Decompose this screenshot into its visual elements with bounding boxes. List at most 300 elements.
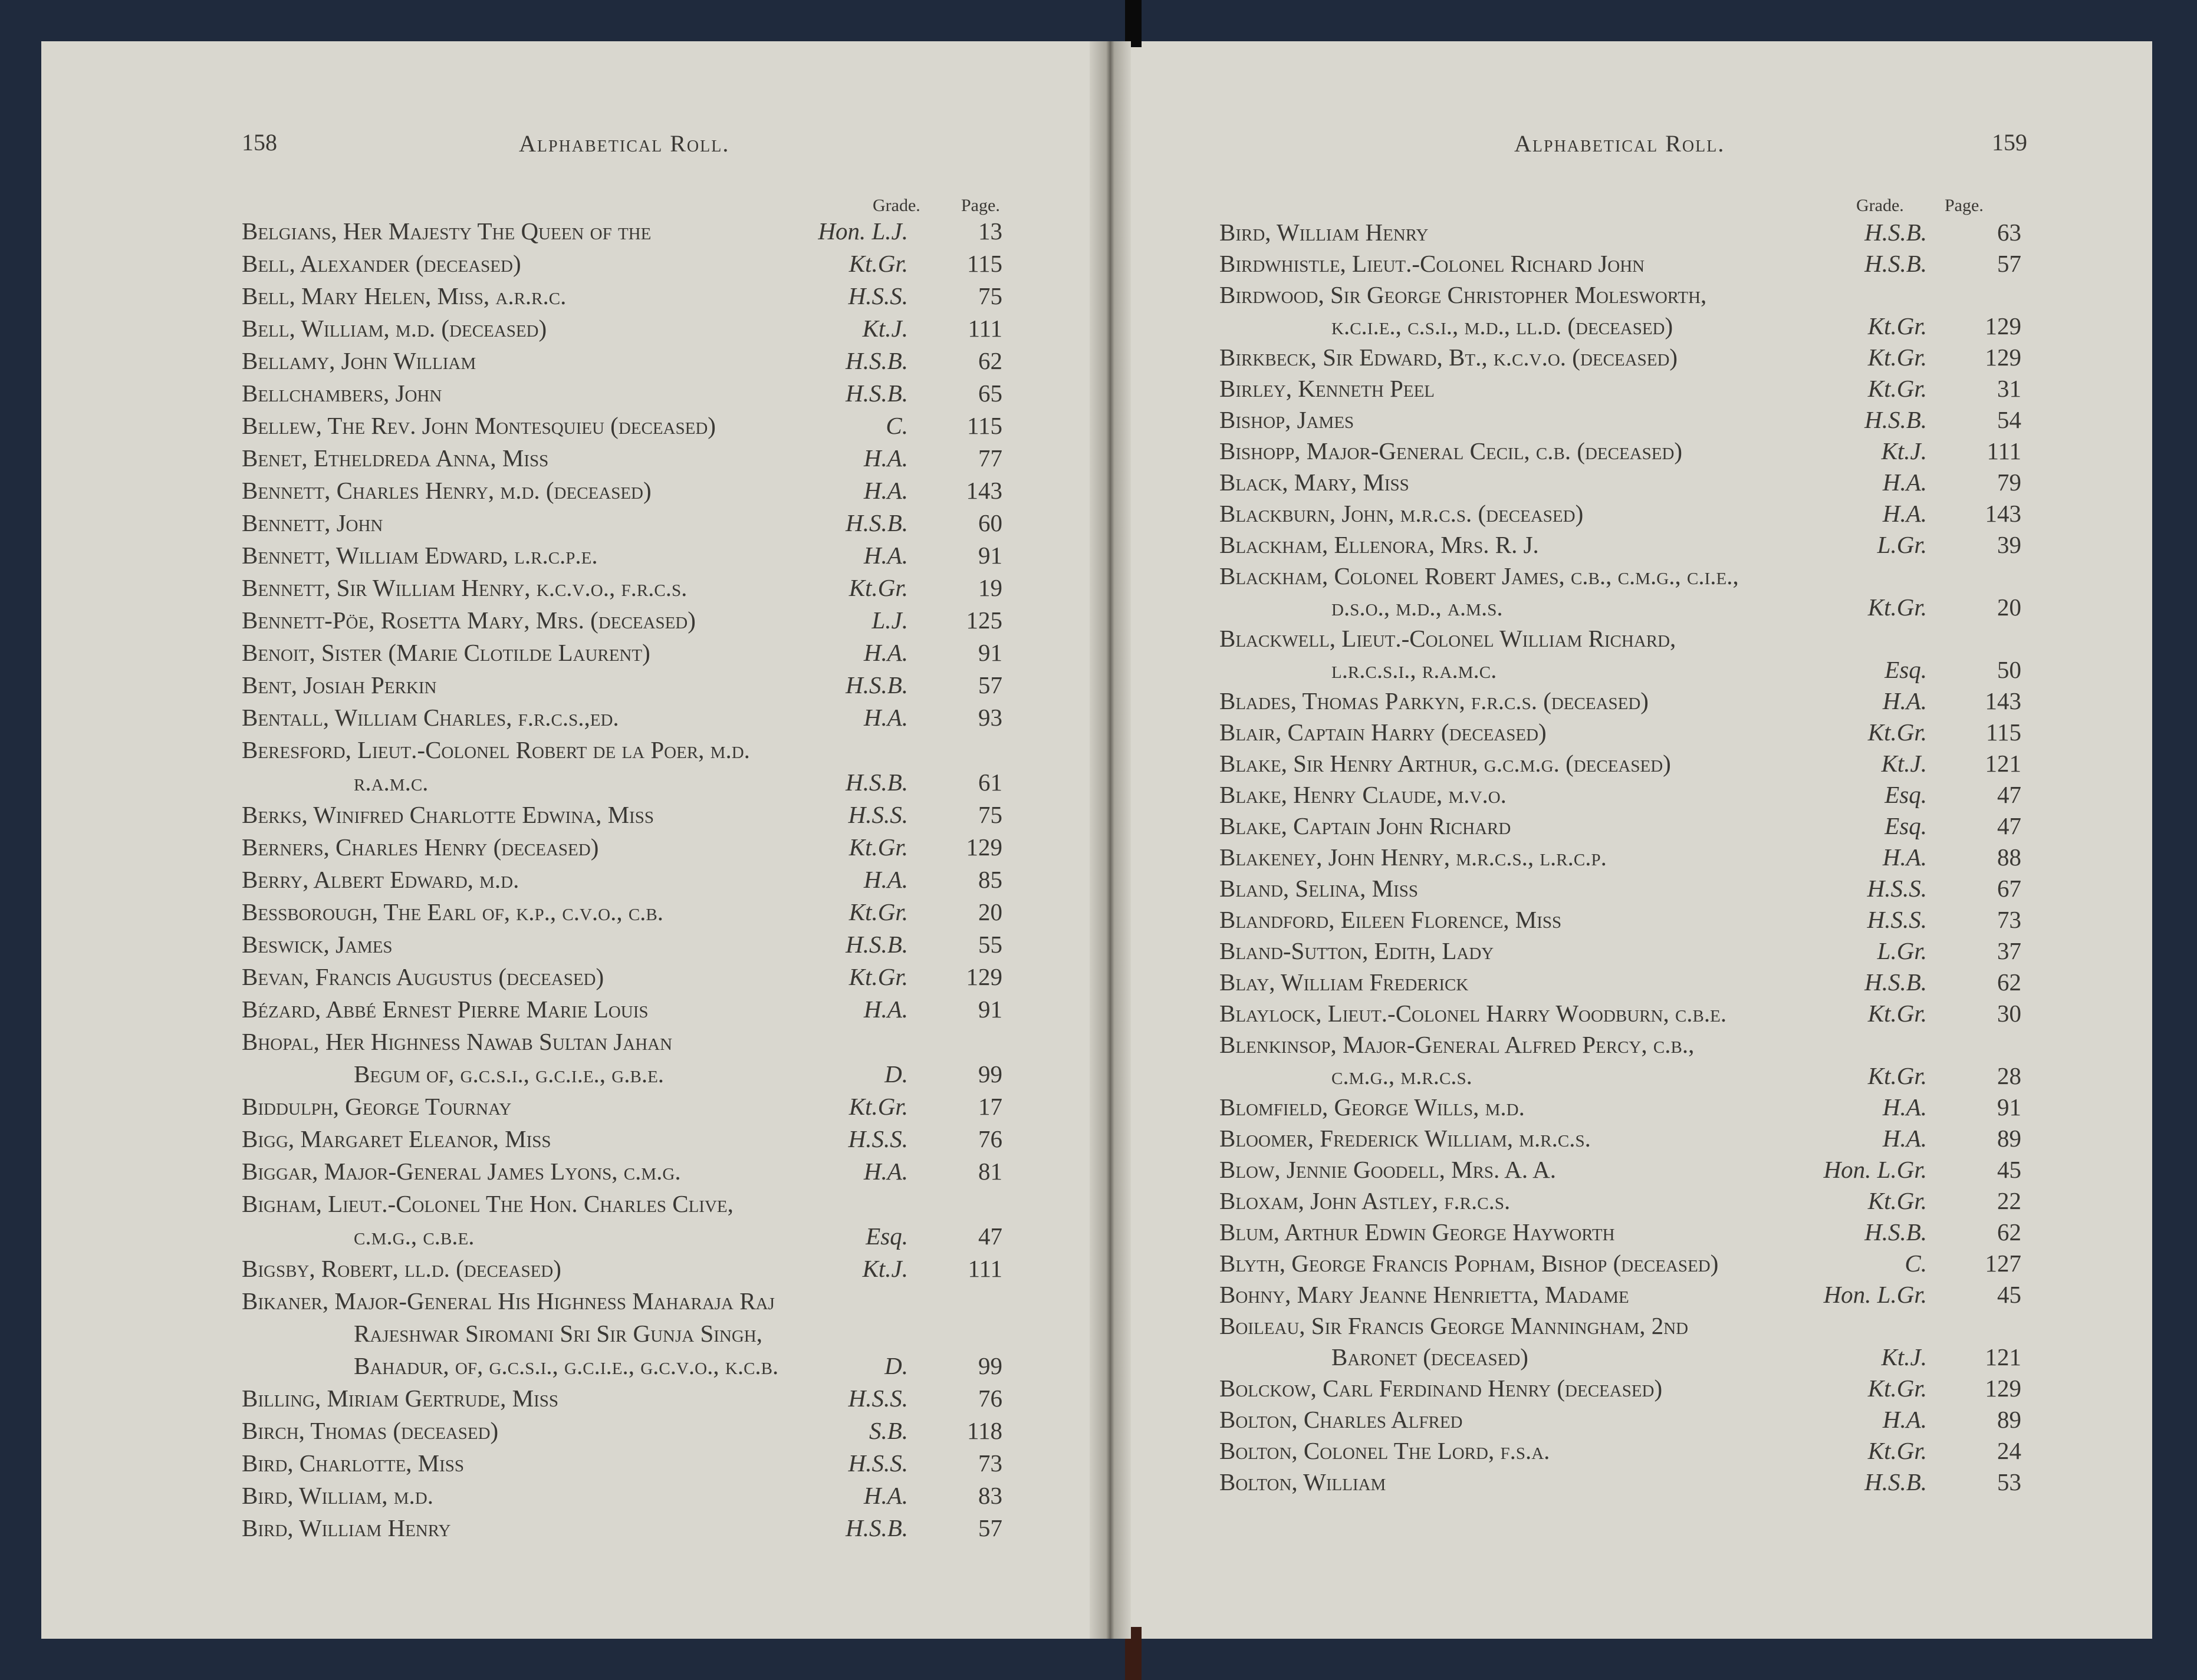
entry-page: 83 (978, 1482, 1002, 1509)
entry-grade: H.A. (1882, 687, 1927, 714)
running-head: Alphabetical Roll. (519, 130, 730, 157)
list-item (242, 1059, 1008, 1089)
entry-name: Bigg, Margaret Eleanor, Miss (242, 1125, 551, 1152)
entry-name: Bishop, James (1219, 406, 1354, 433)
entry-grade: Esq. (866, 1223, 908, 1250)
list-item (1219, 686, 2027, 716)
entry-grade: H.S.S. (848, 1385, 908, 1412)
entry-page: 67 (1997, 875, 2021, 902)
entry-page: 47 (1997, 812, 2021, 839)
entry-name: Baronet (deceased) (1331, 1343, 1528, 1371)
entry-grade: Hon. L.J. (818, 218, 908, 245)
entry-grade: H.A. (863, 1158, 908, 1185)
list-item (1219, 217, 2027, 248)
entry-name: c.m.g., c.b.e. (354, 1223, 475, 1250)
entry-name: Bennett-Pöe, Rosetta Mary, Mrs. (deceased) (242, 607, 696, 634)
entry-grade: H.S.B. (846, 931, 908, 958)
list-item (1219, 717, 2027, 747)
entry-name: Bell, Alexander (deceased) (242, 250, 521, 277)
entry-name: Blackwell, Lieut.-Colonel William Richard, (1219, 625, 1676, 652)
entry-grade: L.J. (871, 607, 908, 634)
entry-grade: Kt.Gr. (848, 898, 908, 925)
entry-page: 115 (967, 250, 1002, 277)
entry-grade: Kt.Gr. (848, 574, 908, 601)
entry-name: Blay, William Frederick (1219, 969, 1469, 996)
list-item (242, 1026, 1008, 1057)
entry-name: Bohny, Mary Jeanne Henrietta, Madame (1219, 1281, 1629, 1308)
entry-page: 121 (1985, 1343, 2021, 1371)
entry-page: 76 (978, 1385, 1002, 1412)
list-item (1219, 1373, 2027, 1404)
entry-name: Blakeney, John Henry, m.r.c.s., l.r.c.p. (1219, 844, 1607, 871)
list-item (242, 378, 1008, 409)
entry-grade: H.A. (863, 444, 908, 472)
entry-page: 39 (1997, 531, 2021, 558)
entry-name: Blyth, George Francis Popham, Bishop (deceased) (1219, 1250, 1719, 1277)
entry-grade: H.A. (863, 542, 908, 569)
list-item (1219, 1248, 2027, 1279)
grade-header: Grade. (873, 196, 920, 215)
entry-page: 99 (978, 1352, 1002, 1379)
entry-page: 99 (978, 1060, 1002, 1088)
list-item (1219, 342, 2027, 373)
entry-grade: Kt.Gr. (848, 834, 908, 861)
entry-name: Berners, Charles Henry (deceased) (242, 834, 599, 861)
entry-grade: H.A. (1882, 469, 1927, 496)
list-item (1219, 623, 2027, 654)
entry-name: r.a.m.c. (354, 769, 429, 796)
entry-page: 88 (1997, 844, 2021, 871)
list-item (1219, 279, 2027, 310)
entry-name: Rajeshwar Siromani Sri Sir Gunja Singh, (354, 1320, 762, 1347)
entry-page: 57 (978, 671, 1002, 699)
entry-page: 45 (1997, 1281, 2021, 1308)
entry-name: Boileau, Sir Francis George Manningham, 2nd (1219, 1312, 1689, 1339)
entry-grade: H.S.S. (848, 282, 908, 309)
entry-grade: L.Gr. (1877, 531, 1927, 558)
entry-grade: H.S.S. (848, 1125, 908, 1152)
entry-page: 81 (978, 1158, 1002, 1185)
entry-grade: H.A. (1882, 1406, 1927, 1433)
entry-grade: H.S.B. (846, 509, 908, 536)
entry-name: Bennett, John (242, 509, 383, 536)
entry-page: 129 (1985, 1375, 2021, 1402)
list-item (242, 1286, 1008, 1316)
entry-page: 53 (1997, 1468, 2021, 1495)
entry-page: 77 (978, 444, 1002, 472)
entry-page: 13 (978, 218, 1002, 245)
entry-grade: H.A. (863, 477, 908, 504)
entry-page: 76 (978, 1125, 1002, 1152)
entry-page: 91 (978, 542, 1002, 569)
entry-name: Bigsby, Robert, ll.d. (deceased) (242, 1255, 561, 1282)
entry-grade: Kt.Gr. (1867, 719, 1927, 746)
entry-page: 30 (1997, 1000, 2021, 1027)
entry-grade: H.S.B. (1864, 406, 1927, 433)
entry-page: 60 (978, 509, 1002, 536)
list-item (242, 1448, 1008, 1478)
list-item (242, 799, 1008, 830)
entry-name: Biddulph, George Tournay (242, 1093, 512, 1120)
entry-name: Berks, Winifred Charlotte Edwina, Miss (242, 801, 654, 828)
entry-grade: H.S.B. (846, 769, 908, 796)
entry-page: 115 (967, 412, 1002, 439)
entry-name: Bigham, Lieut.-Colonel The Hon. Charles Clive, (242, 1190, 734, 1217)
entry-grade: Kt.Gr. (1867, 1000, 1927, 1027)
page-number: 158 (242, 129, 277, 156)
list-item (1219, 498, 2027, 529)
list-item (1219, 1092, 2027, 1122)
entry-name: Bennett, William Edward, l.r.c.p.e. (242, 542, 598, 569)
entry-page: 62 (1997, 1218, 2021, 1246)
entry-page: 85 (978, 866, 1002, 893)
list-item (242, 1350, 1008, 1381)
entry-grade: Esq. (1884, 812, 1927, 839)
entry-name: Bloomer, Frederick William, m.r.c.s. (1219, 1125, 1591, 1152)
list-item (242, 1156, 1008, 1187)
entry-page: 115 (1986, 719, 2021, 746)
entry-page: 55 (978, 931, 1002, 958)
list-item (1219, 1279, 2027, 1310)
entry-name: Blomfield, George Wills, m.d. (1219, 1093, 1525, 1121)
list-item (1219, 561, 2027, 591)
entry-grade: Kt.J. (862, 315, 908, 342)
list-item (242, 767, 1008, 798)
entry-page: 20 (978, 898, 1002, 925)
entry-grade: Kt.Gr. (1867, 312, 1927, 340)
list-item (242, 961, 1008, 992)
entry-name: Bentall, William Charles, f.r.c.s.,ed. (242, 704, 619, 731)
list-item (1219, 1342, 2027, 1372)
list-item (1219, 373, 2027, 404)
list-item (242, 540, 1008, 571)
list-item (1219, 967, 2027, 997)
entry-page: 91 (978, 639, 1002, 666)
entry-grade: Kt.J. (1881, 1343, 1927, 1371)
list-item (242, 508, 1008, 538)
entry-grade: D. (884, 1060, 908, 1088)
entry-grade: H.S.S. (848, 801, 908, 828)
entry-grade: Esq. (1884, 781, 1927, 808)
entry-grade: H.S.B. (1864, 1468, 1927, 1495)
entry-name: c.m.g., m.r.c.s. (1331, 1062, 1472, 1089)
entry-page: 127 (1985, 1250, 2021, 1277)
entry-name: Blair, Captain Harry (deceased) (1219, 719, 1547, 746)
entry-name: Bolton, Charles Alfred (1219, 1406, 1463, 1433)
list-item (242, 1480, 1008, 1511)
entry-page: 129 (966, 963, 1002, 990)
entry-grade: Hon. L.Gr. (1823, 1156, 1927, 1183)
list-item (242, 897, 1008, 927)
entry-page: 111 (968, 315, 1002, 342)
entry-page: 143 (1985, 500, 2021, 527)
entry-grade: D. (884, 1352, 908, 1379)
list-item (1219, 1185, 2027, 1216)
entry-name: Bennett, Charles Henry, m.d. (deceased) (242, 477, 652, 504)
entry-page: 57 (978, 1514, 1002, 1541)
entry-page: 24 (1997, 1437, 2021, 1464)
entry-grade: Kt.Gr. (1867, 375, 1927, 402)
list-item (1219, 1154, 2027, 1185)
entry-name: Bellamy, John William (242, 347, 476, 374)
entry-grade: H.S.S. (1867, 906, 1927, 933)
entry-page: 91 (978, 996, 1002, 1023)
list-item (1219, 404, 2027, 435)
list-item (1219, 1060, 2027, 1091)
entry-name: Birdwhistle, Lieut.-Colonel Richard John (1219, 250, 1645, 277)
entry-page: 91 (1997, 1093, 2021, 1121)
list-item (1219, 842, 2027, 872)
entry-page: 111 (968, 1255, 1002, 1282)
entry-page: 50 (1997, 656, 2021, 683)
entry-page: 47 (978, 1223, 1002, 1250)
list-item (1219, 1029, 2027, 1060)
entry-name: Bessborough, The Earl of, k.p., c.v.o., c.b. (242, 898, 664, 925)
entry-page: 28 (1997, 1062, 2021, 1089)
list-item (1219, 935, 2027, 966)
left-page (41, 41, 1090, 1639)
entry-name: Blenkinsop, Major-General Alfred Percy, c.b., (1219, 1031, 1695, 1058)
entry-grade: H.S.B. (846, 1514, 908, 1541)
entry-grade: H.S.B. (1864, 250, 1927, 277)
list-item (242, 864, 1008, 895)
entry-grade: Esq. (1884, 656, 1927, 683)
entry-grade: H.A. (863, 996, 908, 1023)
list-item (1219, 592, 2027, 622)
entry-grade: H.S.S. (848, 1450, 908, 1477)
list-item (1219, 311, 2027, 341)
list-item (1219, 748, 2027, 779)
entry-name: Birley, Kenneth Peel (1219, 375, 1435, 402)
entry-grade: C. (886, 412, 908, 439)
list-item (242, 281, 1008, 311)
list-item (242, 410, 1008, 441)
entry-page: 65 (978, 380, 1002, 407)
entry-page: 63 (1997, 219, 2021, 246)
list-item (1219, 1123, 2027, 1154)
entry-name: Bolton, Colonel The Lord, f.s.a. (1219, 1437, 1550, 1464)
entry-page: 62 (1997, 969, 2021, 996)
entry-grade: Kt.Gr. (848, 1093, 908, 1120)
entry-page: 89 (1997, 1406, 2021, 1433)
entry-page: 93 (978, 704, 1002, 731)
entry-page: 57 (1997, 250, 2021, 277)
entry-name: Bland, Selina, Miss (1219, 875, 1419, 902)
list-item (242, 702, 1008, 733)
list-item (242, 443, 1008, 473)
book-spread (41, 41, 2152, 1639)
entry-name: Berry, Albert Edward, m.d. (242, 866, 519, 893)
list-item (242, 216, 1008, 246)
entry-grade: H.A. (1882, 500, 1927, 527)
list-item (242, 670, 1008, 700)
entry-page: 37 (1997, 937, 2021, 964)
entry-grade: H.S.S. (1867, 875, 1927, 902)
entry-name: Blackham, Colonel Robert James, c.b., c.m.g., c.i.e., (1219, 562, 1739, 589)
entry-grade: H.S.B. (1864, 969, 1927, 996)
entry-name: Blow, Jennie Goodell, Mrs. A. A. (1219, 1156, 1557, 1183)
entry-name: Bland-Sutton, Edith, Lady (1219, 937, 1494, 964)
entry-grade: H.A. (1882, 1125, 1927, 1152)
entry-name: Birkbeck, Sir Edward, Bt., k.c.v.o. (deceased) (1219, 344, 1678, 371)
running-head: Alphabetical Roll. (1514, 130, 1725, 157)
entry-name: l.r.c.s.i., r.a.m.c. (1331, 656, 1497, 683)
spine-top (1125, 0, 1142, 47)
list-item (242, 1383, 1008, 1414)
entry-page: 89 (1997, 1125, 2021, 1152)
list-item (242, 345, 1008, 376)
list-item (242, 605, 1008, 635)
entry-name: Biggar, Major-General James Lyons, c.m.g. (242, 1158, 681, 1185)
entry-grade: C. (1905, 1250, 1927, 1277)
list-item (1219, 467, 2027, 498)
entry-name: Bird, Charlotte, Miss (242, 1450, 465, 1477)
grade-header: Grade. (1856, 196, 1904, 215)
entry-name: Bell, William, m.d. (deceased) (242, 315, 547, 342)
entry-grade: Kt.Gr. (848, 963, 908, 990)
list-item (242, 1124, 1008, 1154)
entry-name: Bahadur, of, g.c.s.i., g.c.i.e., g.c.v.o., k.c.b. (354, 1352, 779, 1379)
entry-name: Blades, Thomas Parkyn, f.r.c.s. (deceased) (1219, 687, 1649, 714)
entry-grade: Kt.Gr. (848, 250, 908, 277)
entry-grade: Kt.J. (1881, 750, 1927, 777)
page-number: 159 (1992, 129, 2027, 156)
entry-page: 31 (1997, 375, 2021, 402)
entry-page: 129 (1985, 344, 2021, 371)
entry-name: Black, Mary, Miss (1219, 469, 1409, 496)
entry-page: 111 (1986, 437, 2021, 465)
entry-name: Blandford, Eileen Florence, Miss (1219, 906, 1562, 933)
entry-grade: H.A. (863, 639, 908, 666)
page-header: Page. (1945, 196, 1984, 215)
entry-name: Benoit, Sister (Marie Clotilde Laurent) (242, 639, 650, 666)
entry-page: 118 (967, 1417, 1002, 1444)
entry-page: 22 (1997, 1187, 2021, 1214)
entry-name: k.c.i.e., c.s.i., m.d., ll.d. (deceased) (1331, 312, 1673, 340)
entry-name: Begum of, g.c.s.i., g.c.i.e., g.b.e. (354, 1060, 665, 1088)
entry-grade: L.Gr. (1877, 937, 1927, 964)
entry-name: Bell, Mary Helen, Miss, a.r.r.c. (242, 282, 567, 309)
list-item (1219, 1467, 2027, 1497)
entry-name: Blake, Sir Henry Arthur, g.c.m.g. (deceased) (1219, 750, 1671, 777)
entry-grade: H.S.B. (1864, 1218, 1927, 1246)
entry-name: Bennett, Sir William Henry, k.c.v.o., f.r.c.s. (242, 574, 688, 601)
entry-page: 61 (978, 769, 1002, 796)
entry-name: Beresford, Lieut.-Colonel Robert de la Poer, m.d. (242, 736, 750, 763)
entry-name: Bhopal, Her Highness Nawab Sultan Jahan (242, 1028, 673, 1055)
list-item (242, 734, 1008, 765)
entry-grade: H.A. (863, 704, 908, 731)
list-item (1219, 998, 2027, 1029)
entry-grade: Hon. L.Gr. (1823, 1281, 1927, 1308)
entry-name: Bird, William, m.d. (242, 1482, 433, 1509)
list-item (1219, 1217, 2027, 1247)
list-item (1219, 1404, 2027, 1435)
entry-name: Bird, William Henry (1219, 219, 1429, 246)
list-item (1219, 1310, 2027, 1341)
entry-name: Bevan, Francis Augustus (deceased) (242, 963, 604, 990)
list-item (242, 1091, 1008, 1122)
list-item (242, 313, 1008, 344)
entry-page: 73 (978, 1450, 1002, 1477)
entry-grade: H.S.B. (846, 347, 908, 374)
entry-page: 19 (978, 574, 1002, 601)
entry-grade: Kt.Gr. (1867, 1437, 1927, 1464)
list-item (1219, 436, 2027, 466)
list-item (1219, 904, 2027, 935)
entry-page: 54 (1997, 406, 2021, 433)
entry-grade: H.A. (863, 866, 908, 893)
entry-grade: S.B. (869, 1417, 908, 1444)
list-item (242, 475, 1008, 506)
entry-grade: H.A. (1882, 1093, 1927, 1121)
entry-grade: H.A. (863, 1482, 908, 1509)
list-item (242, 1513, 1008, 1543)
entry-grade: Kt.J. (862, 1255, 908, 1282)
entry-name: Blake, Henry Claude, m.v.o. (1219, 781, 1507, 808)
entry-grade: H.S.B. (1864, 219, 1927, 246)
entry-page: 47 (1997, 781, 2021, 808)
entry-name: Birch, Thomas (deceased) (242, 1417, 499, 1444)
entry-page: 17 (978, 1093, 1002, 1120)
entry-name: Bézard, Abbé Ernest Pierre Marie Louis (242, 996, 649, 1023)
entry-name: Blackham, Ellenora, Mrs. R. J. (1219, 531, 1539, 558)
entry-page: 129 (966, 834, 1002, 861)
entry-page: 45 (1997, 1156, 2021, 1183)
entry-name: Bellew, The Rev. John Montesquieu (deceased) (242, 412, 716, 439)
entry-name: Bolckow, Carl Ferdinand Henry (deceased) (1219, 1375, 1663, 1402)
gutter (1090, 41, 1131, 1639)
entry-name: Blake, Captain John Richard (1219, 812, 1511, 839)
entry-page: 143 (1985, 687, 2021, 714)
entry-name: Beswick, James (242, 931, 393, 958)
entry-name: Bloxam, John Astley, f.r.c.s. (1219, 1187, 1511, 1214)
list-item (242, 637, 1008, 668)
entry-page: 20 (1997, 594, 2021, 621)
entry-grade: Kt.Gr. (1867, 1375, 1927, 1402)
entry-page: 129 (1985, 312, 2021, 340)
list-item (242, 994, 1008, 1025)
entry-name: Bird, William Henry (242, 1514, 451, 1541)
entry-page: 79 (1997, 469, 2021, 496)
list-item (1219, 873, 2027, 904)
entry-grade: Kt.Gr. (1867, 344, 1927, 371)
list-item (1219, 1435, 2027, 1466)
entry-name: Bishopp, Major-General Cecil, c.b. (deceased) (1219, 437, 1683, 465)
list-item (1219, 654, 2027, 685)
entry-grade: Kt.Gr. (1867, 1187, 1927, 1214)
entry-name: Benet, Etheldreda Anna, Miss (242, 444, 549, 472)
entry-page: 125 (966, 607, 1002, 634)
list-item (242, 929, 1008, 960)
entry-name: Birdwood, Sir George Christopher Molesworth, (1219, 281, 1707, 308)
entry-page: 143 (966, 477, 1002, 504)
entry-name: Blum, Arthur Edwin George Hayworth (1219, 1218, 1615, 1246)
entry-grade: H.S.B. (846, 671, 908, 699)
page-header: Page. (961, 196, 1000, 215)
entry-grade: Kt.J. (1881, 437, 1927, 465)
entry-name: Blackburn, John, m.r.c.s. (deceased) (1219, 500, 1584, 527)
entry-name: Blaylock, Lieut.-Colonel Harry Woodburn, c.b.e. (1219, 1000, 1727, 1027)
list-item (242, 1253, 1008, 1284)
list-item (1219, 529, 2027, 560)
entry-page: 73 (1997, 906, 2021, 933)
entry-grade: H.A. (1882, 844, 1927, 871)
entry-page: 62 (978, 347, 1002, 374)
list-item (242, 832, 1008, 862)
entry-page: 75 (978, 282, 1002, 309)
entry-grade: Kt.Gr. (1867, 594, 1927, 621)
